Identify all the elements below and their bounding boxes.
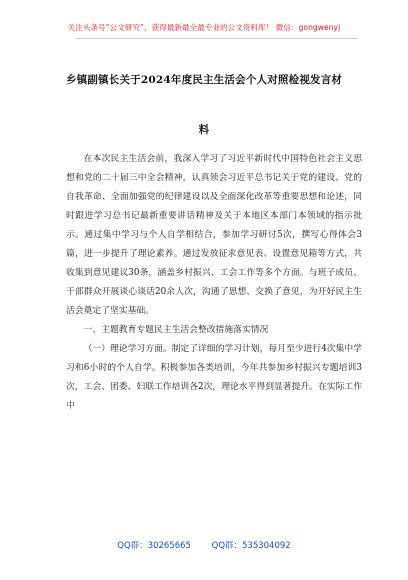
banner-divider xyxy=(76,38,358,39)
body-paragraph-theory: （一）理论学习方面。制定了详细的学习计划，每月至少进行4次集中学习和6小时的个人自学。积极参加各类培训，今年共参加乡村振兴专题培训3次，工会、团委、妇联工作培训各2次，理论水平得到显著提升。在实际工作中 xyxy=(66,344,362,411)
footer-qq-group-1: QQ群：30265665 xyxy=(117,541,191,551)
footer-contacts xyxy=(0,539,408,551)
top-banner: 关注头条号“公文研究”，获得最新最全最专业的公文资料库！ 微信：gongwenyj xyxy=(67,23,341,32)
document-title-line-2: 料 xyxy=(198,124,210,136)
section-heading: 一、主题教育专题民主生活会整改措施落实情况 xyxy=(83,325,269,335)
body-paragraph-intro: 在本次民主生活会前，我深入学习了习近平新时代中国特色社会主义思想和党的二十届三中全会精神，认真领会习近平总书记关于党的建设、党的自我革命、全面加强党的纪律建设以及全面深化改革等重要思想和论述，同时跟进学习总书记最新重要讲话精神及关于本地区本部门本领域的指示批示。通过集中学习与个人自学相结合，参加学习研讨5次，撰写心得体会3篇，进一步提升了理论素养。通过发放征求意见表、设置意见箱等方式，共收集到意见建议30条，涵盖乡村振兴、工会工作等多个方面。与班子成员、干部群众开展谈心谈话20余人次，沟通了思想、交换了意见，为开好民主生活会奠定了坚实基础。 xyxy=(66,154,362,316)
document-body xyxy=(66,150,362,416)
document-title-line-1: 乡镇副镇长关于2024年度民主生活会个人对照检视发言材 xyxy=(66,74,343,86)
footer-qq-group-2: QQ群：535304092 xyxy=(211,541,291,551)
